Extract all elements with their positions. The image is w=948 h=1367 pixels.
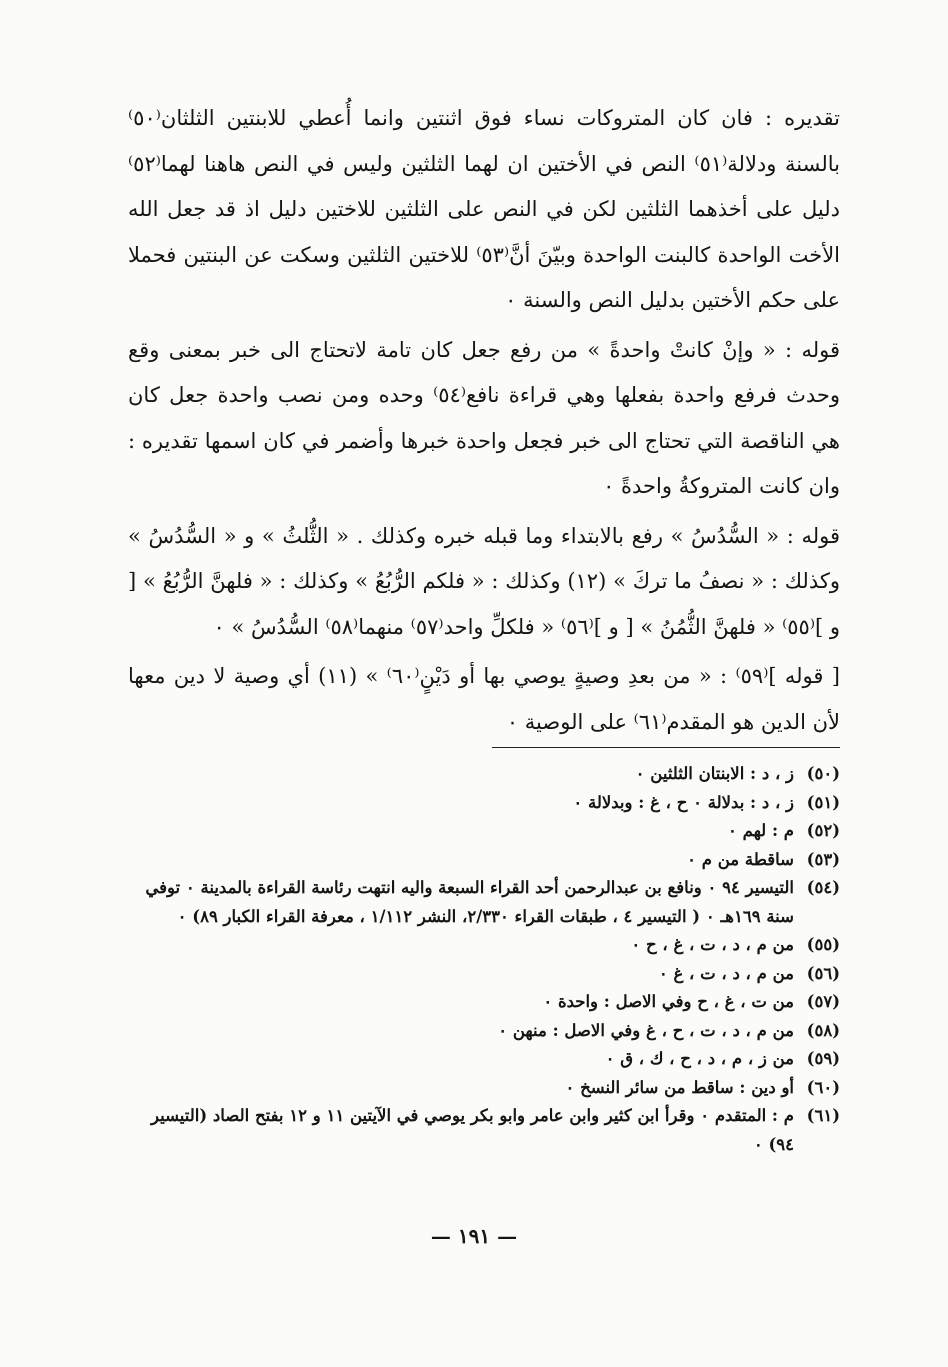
footnote [128,1017,840,1046]
page-number: — ١٩١ — [430,1224,518,1248]
footnote-text: من م ، د ، ت ، ح ، غ وفي الاصل : منهن ٠ [498,1020,794,1040]
footnote-text: التيسير ٩٤ ٠ ونافع بن عبدالرحمن أحد القراء السبعة واليه انتهت رئاسة القراءة بالمدينة ٠ توفي سنة ١٦٩هـ ٠ ( التيسير ٤ ، طبقات القراء ٢/٣٣٠، النشر ١/١١٢ ، معرفة القراء الكبار ٨٩) ٠ [145,878,794,926]
footnote-text: ز ، د : الابنتان الثلثين ٠ [635,764,794,783]
footnote [128,988,840,1017]
footnote-number: (٦١) [806,1106,840,1125]
footnote-number: (٥٤) [806,878,840,897]
footnote-number: (٥٨) [806,1020,840,1040]
paragraph: قوله : « وإنْ كانتْ واحدةً » من رفع جعل كان تامة لاتحتاج الى خبر بمعنى وقع وحدث فرفع واحدة بفعلها وهي قراءة نافع⁽٥٤⁾ وحده ومن نصب واحدة جعل كان هي الناقصة التي تحتاج الى خبر فجعل واحدة خبرها وأضمر في كان اسمها تقديره : وان كانت المتروكةُ واحدةً ٠ [128,337,840,498]
paragraph: [ قوله ]⁽٥٩⁾ : « من بعدِ وصيةٍ يوصي بها أو دَيْنٍ⁽٦٠⁾ » (١١) أي وصية لا دين معها لأن الدين هو المقدم⁽٦١⁾ على الوصية ٠ [128,664,840,734]
footnote-text: من ت ، غ ، ح وفي الاصل : واحدة ٠ [543,992,794,1011]
footnote-text: ساقطة من م ٠ [687,849,794,869]
footnote-number: (٥٩) [806,1049,840,1068]
footnote-number: (٦٠) [806,1077,840,1097]
footnote-separator [492,747,840,748]
footnote [128,1102,840,1159]
footnote-text: م : المتقدم ٠ وقرأ ابن كثير وابن عامر وابو بكر يوصي في الآيتين ١١ و ١٢ بفتح الصاد (التيسير ٩٤) ٠ [150,1106,794,1154]
paragraph: تقديره : فان كان المتروكات نساء فوق اثنتين وانما أُعطي للابنتين الثلثان⁽٥٠⁾ بالسنة ودلالة⁽٥١⁾ النص في الأختين ان لهما الثلثين وليس في النص هاهنا لهما⁽٥٢⁾ دليل على أخذهما الثلثين لكن في النص على الثلثين للاختين دليل اذ قد جعل الله الأخت الواحدة كالبنت الواحدة وبيّنَ أنَّ⁽٥٣⁾ للاختين الثلثين وسكت عن البنتين فحملا على حكم الأختين بدليل النص والسنة ٠ [128,106,840,312]
footnote-text: من م ، د ، ت ، غ ، ح ٠ [631,935,794,954]
footnote-text: ز ، د : بدلالة ٠ ح ، غ : وبدلالة ٠ [573,792,794,812]
footnote [128,874,840,931]
footnote-number: (٥٧) [806,992,840,1011]
footnote [128,931,840,960]
footnote-number: (٥٣) [806,849,840,869]
paragraph: قوله : « السُّدُسُ » رفع بالابتداء وما قبله خبره وكذلك . « الثُّلثُ » و « السُّدُسُ » وكذلك : « نصفُ ما تركَ » (١٢) وكذلك : « فلكم الرُّبُعُ » وكذلك : « فلهنَّ الرُّبُعُ » [ و ]⁽٥٥⁾ « فلهنَّ الثُّمُنُ » [ و ]⁽٥٦⁾ « فلكلِّ واحد⁽٥٧⁾ منهما⁽٥٨⁾ السُّدُسُ » ٠ [128,523,840,639]
footnote-number: (٥٦) [806,963,840,983]
footnote-text: من م ، د ، ت ، غ ٠ [658,963,794,983]
footnote [128,817,840,846]
footnote [128,789,840,818]
footnote-text: م : لهم ٠ [727,821,794,840]
footnote-number: (٥٢) [806,821,840,840]
footnote [128,960,840,989]
footnote-text: أو دين : ساقط من سائر النسخ ٠ [565,1077,794,1097]
footnote [128,760,840,789]
footnote [128,846,840,875]
page-body [128,96,840,1159]
footnotes [128,760,840,1159]
footnote [128,1045,840,1074]
footnote [128,1074,840,1103]
footnote-number: (٥٥) [806,935,840,954]
footnote-number: (٥٠) [806,764,840,783]
footnote-number: (٥١) [806,792,840,812]
footnote-text: من ز ، م ، د ، ح ، ك ، ق ٠ [605,1049,794,1068]
